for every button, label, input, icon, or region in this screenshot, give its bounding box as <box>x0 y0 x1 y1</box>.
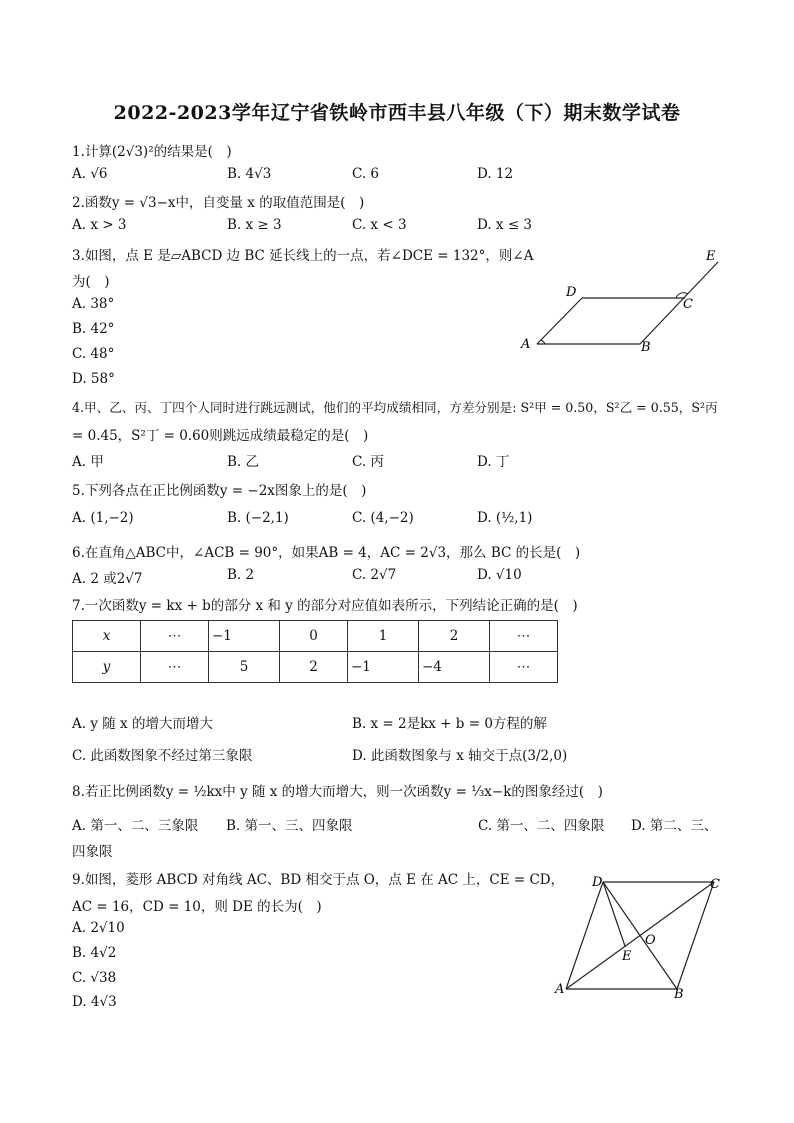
q1-option-d: D. 12 <box>477 166 514 182</box>
q6-option-a: A. 2 或2√7 <box>72 571 143 587</box>
question-4-stem-line2: = 0.45，S²丁 = 0.60则跳远成绩最稳定的是( ) <box>72 428 369 444</box>
q4-option-c: C. 丙 <box>352 454 384 470</box>
q8-option-b: B. 第一、三、四象限 <box>226 818 353 834</box>
q2-option-b: B. x ≥ 3 <box>227 217 282 233</box>
table-cell: 0 <box>280 621 348 652</box>
q5-option-a: A. (1,−2) <box>72 510 134 526</box>
q8-option-c: C. 第一、二、四象限 <box>478 818 605 834</box>
edge-cb <box>677 882 714 989</box>
table-cell: −4 <box>419 652 490 683</box>
q9-option-b: B. 4√2 <box>72 945 117 961</box>
question-2-options <box>72 217 732 237</box>
table-cell: 2 <box>419 621 490 652</box>
angle-a-arc <box>541 340 545 344</box>
label-a: A <box>555 982 565 997</box>
q8-option-a: A. 第一、二、三象限 <box>72 818 199 834</box>
q8-option-d: D. 第二、三、 <box>631 818 718 834</box>
edge-bce <box>640 262 718 344</box>
q3-parallelogram-figure <box>510 244 730 359</box>
q4-option-b: B. 乙 <box>227 454 260 470</box>
table-row-x <box>73 621 558 652</box>
question-4-options <box>72 450 732 470</box>
question-9-stem-line1: 9.如图，菱形 ABCD 对角线 AC、BD 相交于点 O，点 E 在 AC 上，CE = CD， <box>72 872 565 888</box>
question-5-options <box>72 510 732 530</box>
q4-option-d: D. 丁 <box>477 454 510 470</box>
q2-option-d: D. x ≤ 3 <box>477 217 533 233</box>
q6-option-d: D. √10 <box>477 567 522 583</box>
question-1-options <box>72 166 732 186</box>
label-b: B <box>674 987 684 1002</box>
table-cell: −1 <box>209 621 280 652</box>
label-e: E <box>622 949 632 964</box>
q9-option-c: C. √38 <box>72 970 117 986</box>
label-e: E <box>706 249 716 264</box>
q6-option-b: B. 2 <box>227 567 255 583</box>
edge-ad <box>537 298 582 344</box>
question-7-stem: 7.一次函数y = kx + b的部分 x 和 y 的部分对应值如表所示，下列结论正确的是( ) <box>72 598 578 614</box>
q7-option-b: B. x = 2是kx + b = 0方程的解 <box>352 716 547 732</box>
label-c: C <box>683 297 693 312</box>
q7-option-c: C. 此函数图象不经过第三象限 <box>72 748 253 764</box>
q5-option-d: D. (½,1) <box>477 510 533 526</box>
question-9-stem-line2: AC = 16，CD = 10，则 DE 的长为( ) <box>72 899 322 915</box>
question-3-stem-line2: 为( ) <box>72 274 110 290</box>
label-a: A <box>521 337 531 352</box>
q9-rhombus-figure <box>548 872 730 1004</box>
edge-ad <box>566 882 603 989</box>
table-cell: ⋯ <box>141 652 209 683</box>
q9-option-d: D. 4√3 <box>72 994 117 1010</box>
table-cell: y <box>73 652 141 683</box>
table-cell: ⋯ <box>141 621 209 652</box>
label-o: O <box>645 933 656 948</box>
table-cell: x <box>73 621 141 652</box>
question-3-stem-line1: 3.如图，点 E 是▱ABCD 边 BC 延长线上的一点，若∠DCE = 132°，则∠A <box>72 248 534 264</box>
question-5-stem: 5.下列各点在正比例函数y = −2x图象上的是( ) <box>72 483 367 499</box>
segment-de <box>603 882 625 946</box>
q8-option-d-wrap: 四象限 <box>72 844 113 860</box>
label-d: D <box>566 285 577 300</box>
q2-option-a: A. x > 3 <box>72 217 127 233</box>
question-8-stem: 8.若正比例函数y = ½kx中 y 随 x 的增大而增大，则一次函数y = ⅓x−k的图象经过( ) <box>72 784 603 800</box>
q5-option-c: C. (4,−2) <box>352 510 414 526</box>
q4-option-a: A. 甲 <box>72 454 104 470</box>
q1-option-a: A. √6 <box>72 166 108 182</box>
label-b: B <box>641 340 651 355</box>
q1-option-b: B. 4√3 <box>227 166 272 182</box>
q2-option-c: C. x < 3 <box>352 217 407 233</box>
label-c: C <box>710 877 720 892</box>
diagonal-bd <box>603 882 677 989</box>
q7-option-d: D. 此函数图象与 x 轴交于点(3/2,0) <box>352 748 568 764</box>
question-6-stem: 6.在直角△ABC中，∠ACB = 90°，如果AB = 4，AC = 2√3，那么 BC 的长是( ) <box>72 545 581 561</box>
q3-option-d: D. 58° <box>72 371 115 387</box>
q1-option-c: C. 6 <box>352 166 380 182</box>
q9-option-a: A. 2√10 <box>72 920 125 936</box>
table-cell: 1 <box>348 621 419 652</box>
table-cell: −1 <box>348 652 419 683</box>
q7-value-table <box>72 620 558 683</box>
q5-option-b: B. (−2,1) <box>227 510 289 526</box>
table-cell: ⋯ <box>490 652 558 683</box>
q3-option-c: C. 48° <box>72 346 115 362</box>
q6-option-c: C. 2√7 <box>352 567 397 583</box>
page-title: 2022-2023学年辽宁省铁岭市西丰县八年级（下）期末数学试卷 <box>113 102 681 124</box>
question-4-stem-line1: 4.甲、乙、丙、丁四个人同时进行跳远测试，他们的平均成绩相同，方差分别是: S²甲 = 0.50，S²乙 = 0.55，S²丙 <box>72 400 718 415</box>
table-cell: 5 <box>209 652 280 683</box>
table-row-y <box>73 652 558 683</box>
q3-option-b: B. 42° <box>72 321 115 337</box>
q7-option-a: A. y 随 x 的增大而增大 <box>72 716 213 732</box>
q3-option-a: A. 38° <box>72 296 115 312</box>
label-d: D <box>592 875 603 890</box>
question-2-stem: 2.函数y = √3−x中，自变量 x 的取值范围是( ) <box>72 195 365 211</box>
question-1-stem: 1.计算(2√3)²的结果是( ) <box>72 144 232 160</box>
table-cell: 2 <box>280 652 348 683</box>
table-cell: ⋯ <box>490 621 558 652</box>
question-6-options <box>72 567 732 587</box>
